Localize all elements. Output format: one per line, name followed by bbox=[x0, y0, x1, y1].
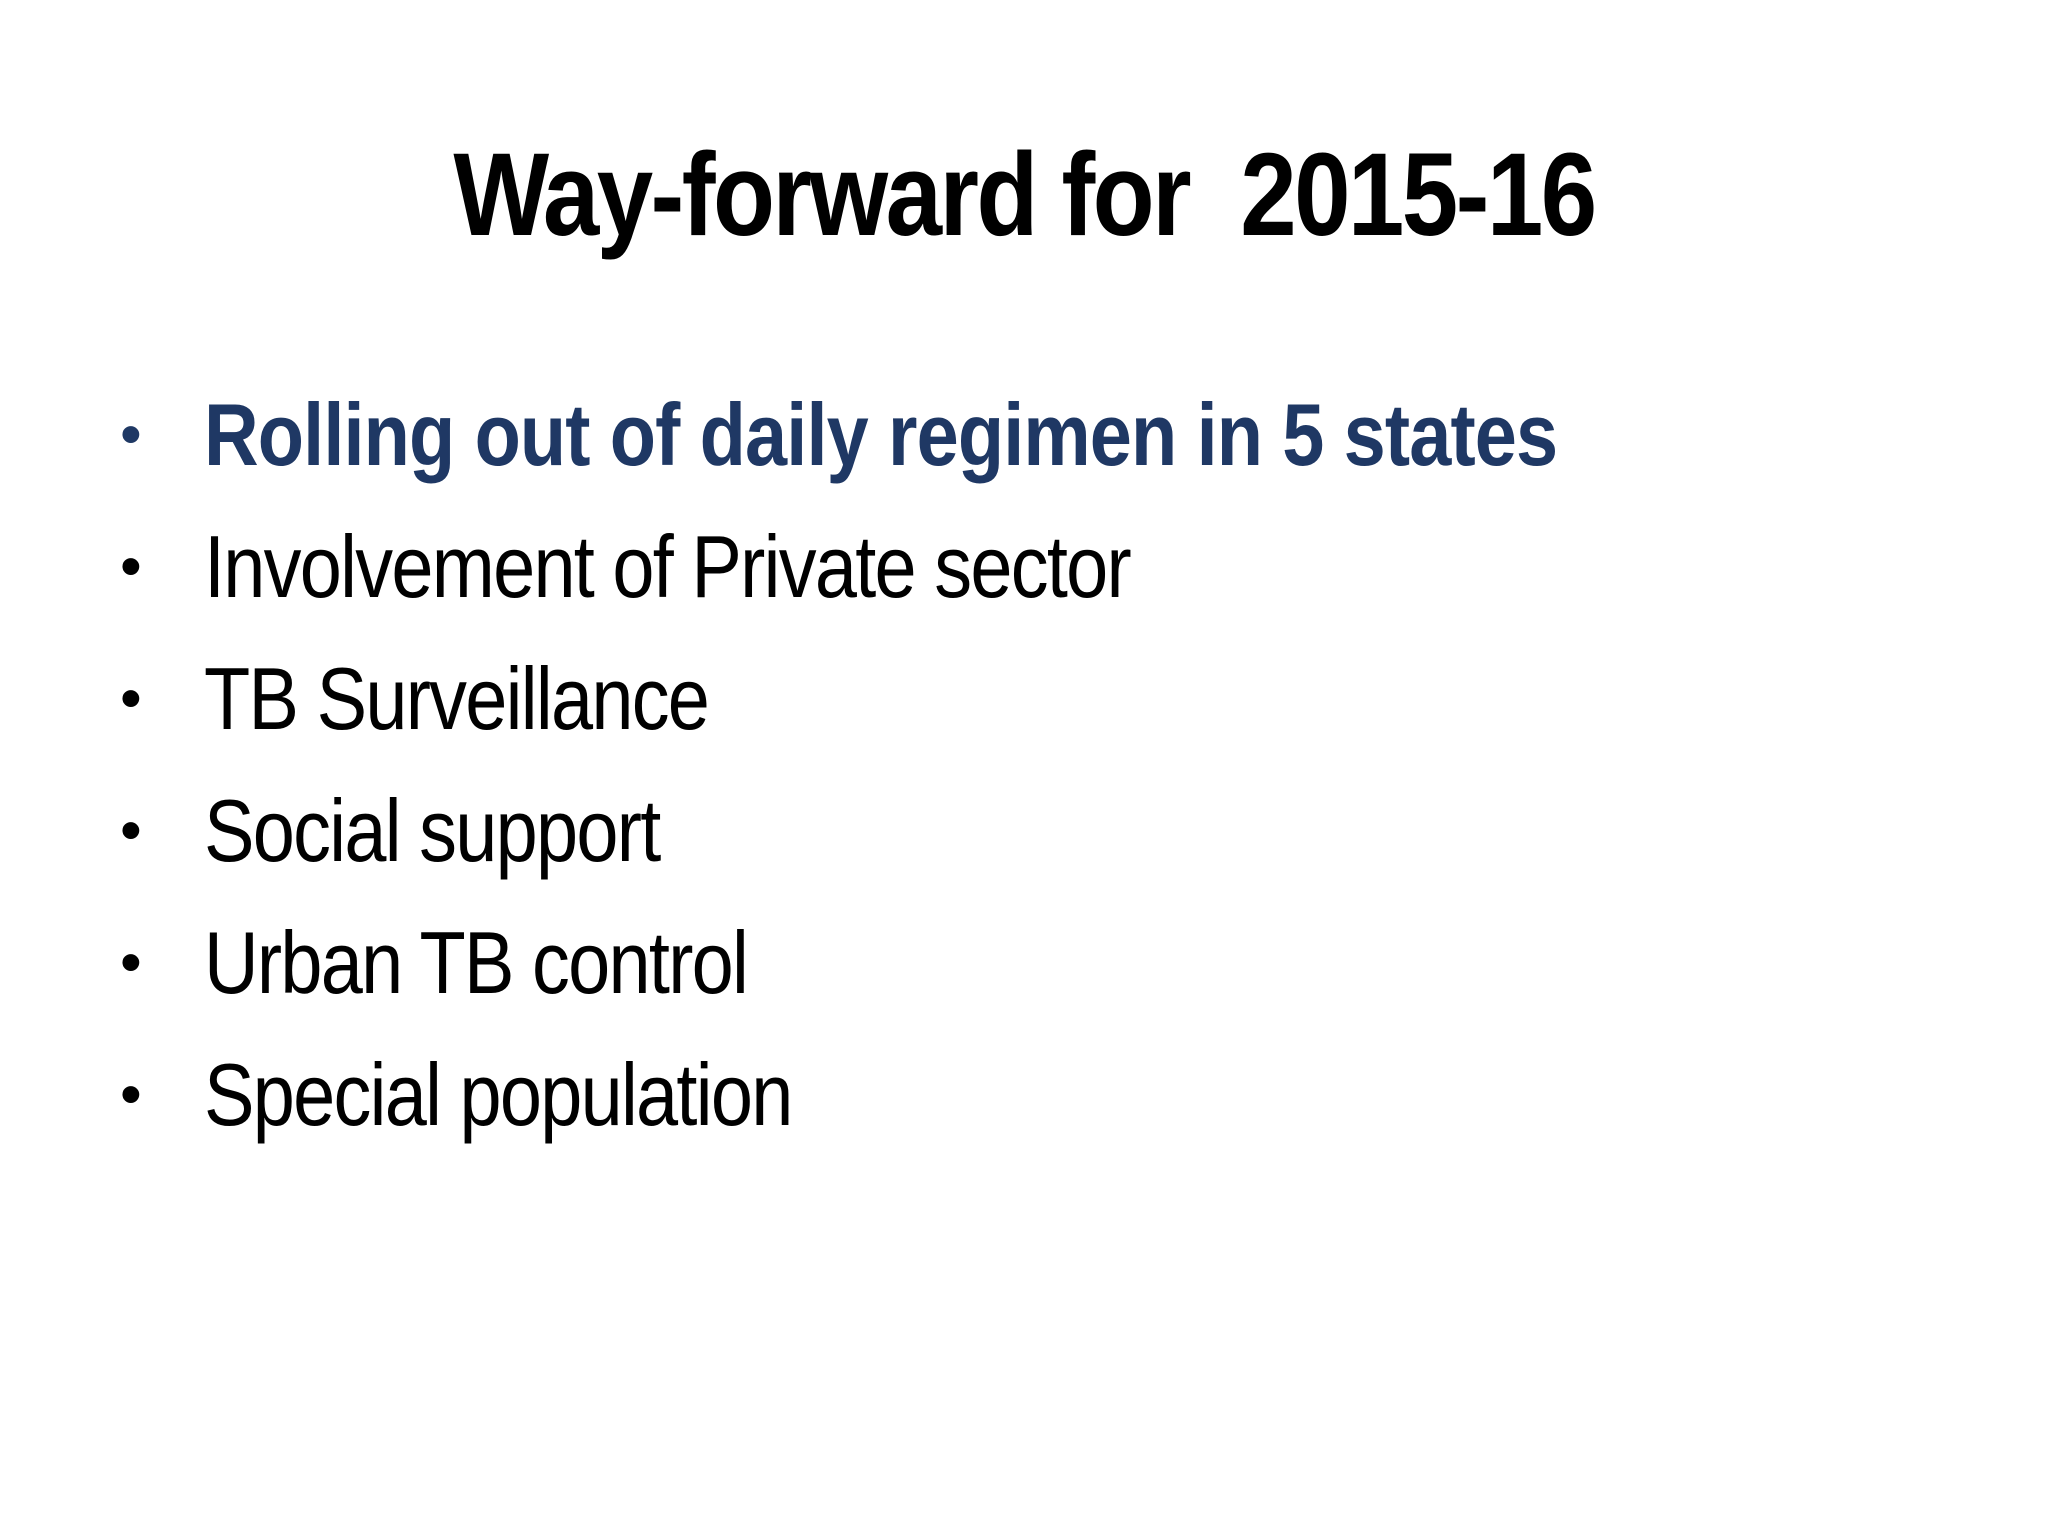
bullet-text: Social support bbox=[204, 781, 660, 880]
bullet-icon: • bbox=[120, 400, 142, 469]
bullet-icon: • bbox=[120, 796, 142, 865]
slide-title: Way-forward for 2015-16 bbox=[453, 129, 1595, 261]
bullet-text: Rolling out of daily regimen in 5 states bbox=[204, 385, 1558, 484]
bullet-icon: • bbox=[120, 532, 142, 601]
bullet-text: Special population bbox=[204, 1045, 792, 1144]
bullet-text: Urban TB control bbox=[204, 913, 748, 1012]
bullet-icon: • bbox=[120, 928, 142, 997]
bullet-text: Involvement of Private sector bbox=[204, 517, 1130, 616]
bullet-text: TB Surveillance bbox=[204, 649, 709, 748]
bullet-icon: • bbox=[120, 1060, 142, 1129]
bullet-icon: • bbox=[120, 664, 142, 733]
